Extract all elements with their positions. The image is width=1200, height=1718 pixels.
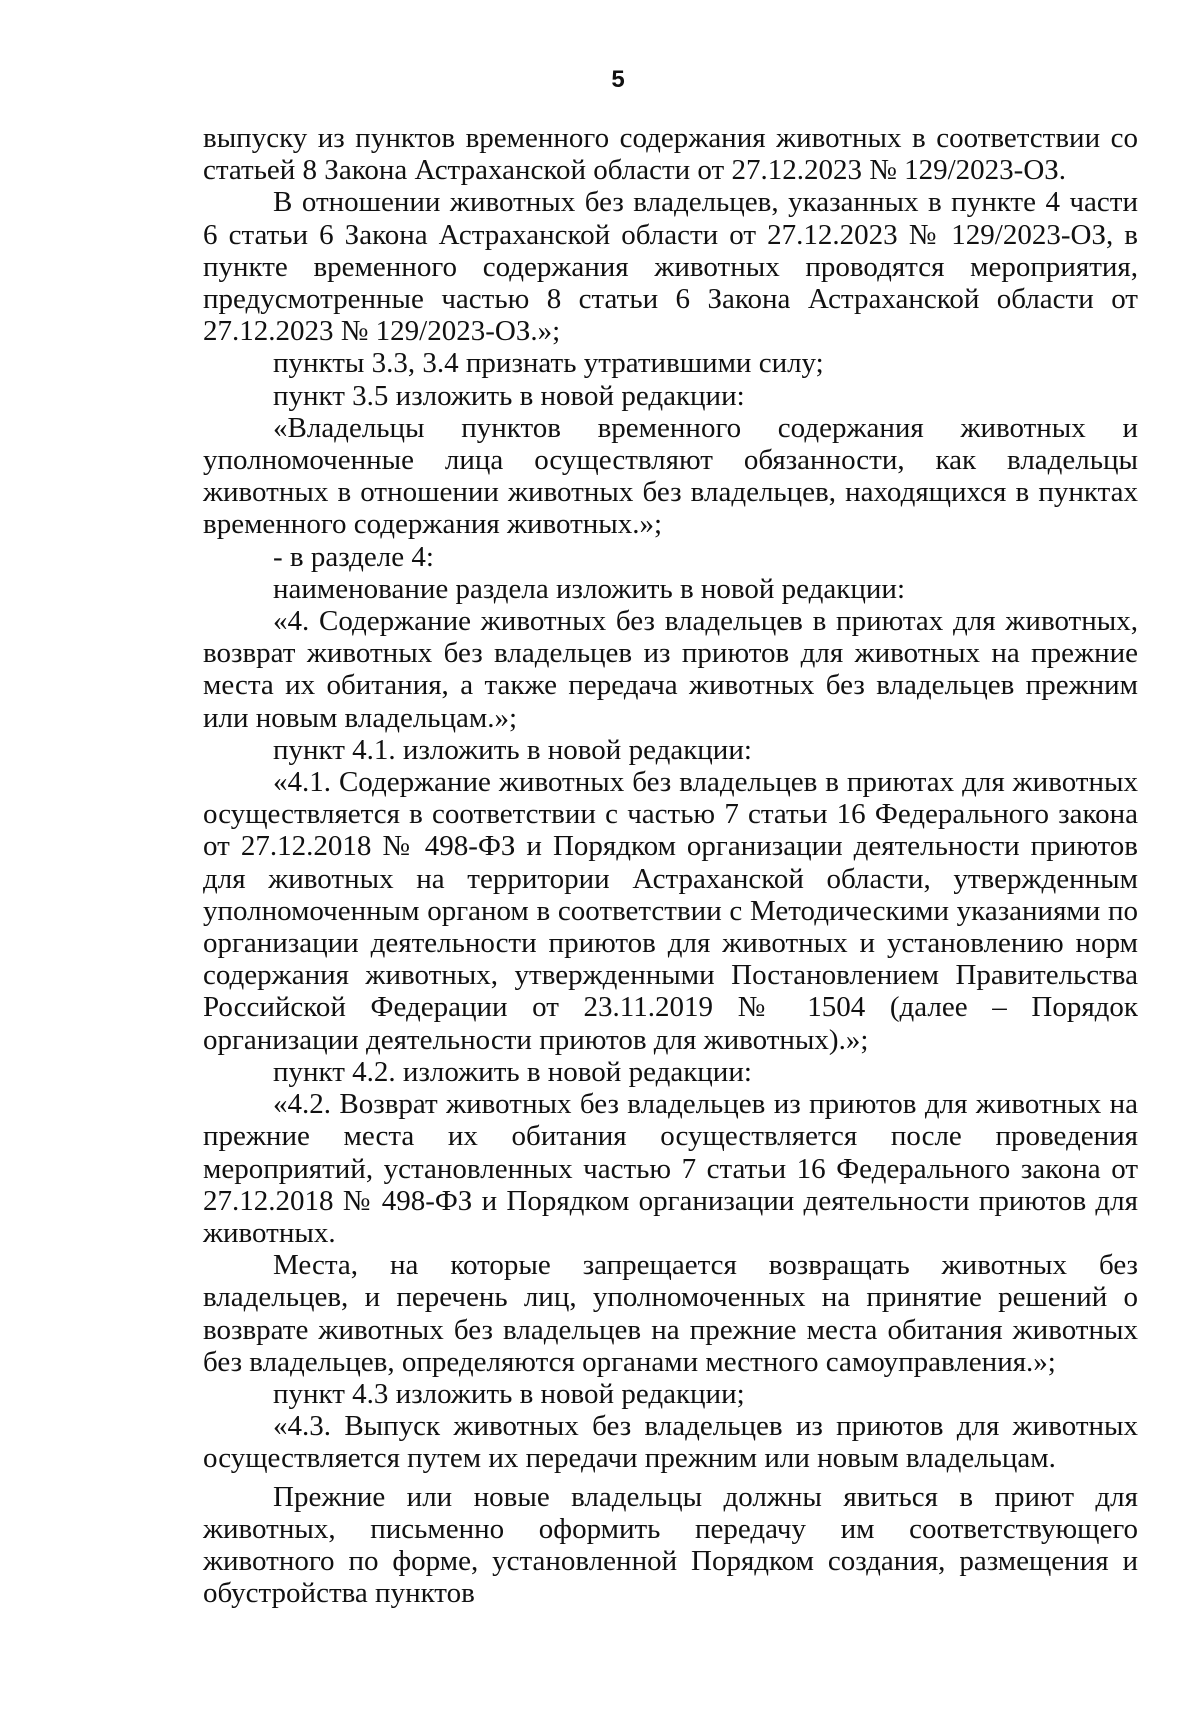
paragraph: «4.2. Возврат животных без владельцев из приютов для животных на прежние места их обитания осуществляется после проведения мероприятий, установленных частью 7 статьи 16 Федерального закона от 27.12.2018 № 498-ФЗ и Порядком организации деятельности приютов для животных.	[203, 1088, 1138, 1249]
paragraph: пункты 3.3, 3.4 признать утратившими силу;	[273, 347, 824, 380]
document-body	[203, 122, 1138, 1609]
paragraph: «4.3. Выпуск животных без владельцев из приютов для животных осуществляется путем их передачи прежним или новым владельцам.	[203, 1410, 1138, 1475]
paragraph: наименование раздела изложить в новой редакции:	[273, 572, 905, 605]
paragraph: пункт 4.1. изложить в новой редакции:	[273, 733, 752, 766]
paragraph: пункт 4.3 изложить в новой редакции;	[273, 1377, 745, 1410]
page-number: 5	[611, 66, 625, 93]
paragraph: Места, на которые запрещается возвращать животных без владельцев, и перечень лиц, уполномоченных на принятие решений о возврате животных без владельцев на прежние места обитания животных без владельцев, определяются органами местного самоуправления.»;	[203, 1249, 1138, 1378]
paragraph: пункт 4.2. изложить в новой редакции:	[273, 1055, 752, 1088]
paragraph: - в разделе 4:	[273, 540, 434, 573]
paragraph: В отношении животных без владельцев, указанных в пункте 4 части 6 статьи 6 Закона Астраханской области от 27.12.2023 № 129/2023-ОЗ, в пункте временного содержания животных проводятся мероприятия, предусмотренные частью 8 статьи 6 Закона Астраханской области от 27.12.2023 № 129/2023-ОЗ.»;	[203, 186, 1138, 348]
paragraph: «4. Содержание животных без владельцев в приютах для животных, возврат животных без владельцев из приютов для животных на прежние места их обитания, а также передача животных без владельцев прежним или новым владельцам.»;	[203, 605, 1138, 734]
paragraph: пункт 3.5 изложить в новой редакции:	[273, 379, 745, 412]
paragraph: «Владельцы пунктов временного содержания животных и уполномоченные лица осуществляют обязанности, как владельцы животных в отношении животных без владельцев, находящихся в пунктах временного содержания животных.»;	[203, 411, 1138, 541]
paragraph: «4.1. Содержание животных без владельцев в приютах для животных осуществляется в соответствии с частью 7 статьи 16 Федерального закона от 27.12.2018 № 498-ФЗ и Порядком организации деятельности приютов для животных на территории Астраханской области, утвержденным уполномоченным органом в соответствии с Методическими указаниями по организации деятельности приютов для животных и установлению норм содержания животных, утвержденными Постановлением Правительства Российской Федерации от 23.11.2019 № 1504 (далее – Порядок организации деятельности приютов для животных).»;	[203, 766, 1138, 1056]
paragraph: Прежние или новые владельцы должны явиться в приют для животных, письменно оформить передачу им соответствующего животного по форме, установленной Порядком создания, размещения и обустройства пунктов	[203, 1480, 1138, 1610]
paragraph: выпуску из пунктов временного содержания животных в соответствии со статьей 8 Закона Астраханской области от 27.12.2023 № 129/2023-ОЗ.	[203, 122, 1138, 187]
